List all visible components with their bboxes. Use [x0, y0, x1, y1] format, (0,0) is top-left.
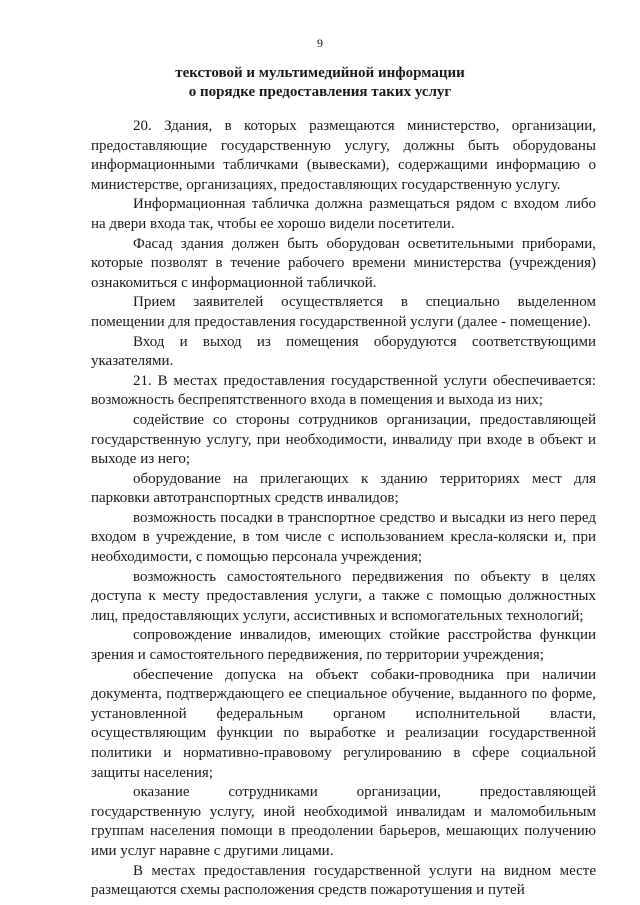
paragraph: 20. Здания, в которых размещаются министерство, организации, предоставляющие государственную услугу, должны быть оборудованы информационными табличками (вывесками), содержащими информацию о министерстве, организациях, предоставляющих государственную услугу. [91, 118, 596, 193]
paragraph: оказание сотрудниками организации, предоставляющей государственную услугу, иной необходимой инвалидам и маломобильным группам населения помощи в преодолении барьеров, мешающих получению ими услуг наравне с другими лицами. [91, 784, 596, 859]
paragraph: 21. В местах предоставления государственной услуги обеспечивается: возможность беспрепятственного входа в помещения и выхода из них; [91, 372, 596, 409]
section-heading [0, 64, 640, 102]
paragraph: Информационная табличка должна размещаться рядом с входом либо на двери входа так, чтобы ее хорошо видели посетители. [91, 196, 596, 232]
paragraph: возможность самостоятельного передвижения по объекту в целях доступа к месту предоставления услуги, а также с помощью должностных лиц, предоставляющих услуги, ассистивных и вспомогательных технологий; [91, 568, 596, 624]
paragraph: содействие со стороны сотрудников организации, предоставляющей государственную услугу, при необходимости, инвалиду при входе в объект и выходе из него; [91, 411, 596, 468]
heading-line-1: текстовой и мультимедийной информации [175, 65, 465, 81]
paragraph: сопровождение инвалидов, имеющих стойкие расстройства функции зрения и самостоятельного передвижения, по территории учреждения; [91, 627, 596, 664]
document-body [91, 117, 596, 901]
heading-line-2: о порядке предоставления таких услуг [188, 84, 452, 100]
paragraph: Вход и выход из помещения оборудуются соответствующими указателями. [91, 333, 596, 370]
paragraph: В местах предоставления государственной услуги на видном месте размещаются схемы расположения средств пожаротушения и путей [91, 862, 596, 899]
paragraph: Прием заявителей осуществляется в специально выделенном помещении для предоставления государственной услуги (далее - помещение). [91, 294, 596, 330]
paragraph: Фасад здания должен быть оборудован осветительными приборами, которые позволят в течение рабочего времени министерства (учреждения) ознакомиться с информационной табличкой. [91, 235, 596, 291]
paragraph: возможность посадки в транспортное средство и высадки из него перед входом в учреждение, в том числе с использованием кресла-коляски и, при необходимости, с помощью персонала учреждения; [91, 509, 596, 566]
paragraph: оборудование на прилегающих к зданию территориях мест для парковки автотранспортных средств инвалидов; [91, 470, 596, 507]
paragraph: обеспечение допуска на объект собаки-проводника при наличии документа, подтверждающего ее специальное обучение, выданного по форме, установленной федеральным органом исполнительной власти, осуществляющим функции по выработке и реализации государственной политики и нормативно-правовому регулированию в сфере социальной защиты населения; [91, 666, 596, 781]
page-number: 9 [317, 36, 323, 50]
